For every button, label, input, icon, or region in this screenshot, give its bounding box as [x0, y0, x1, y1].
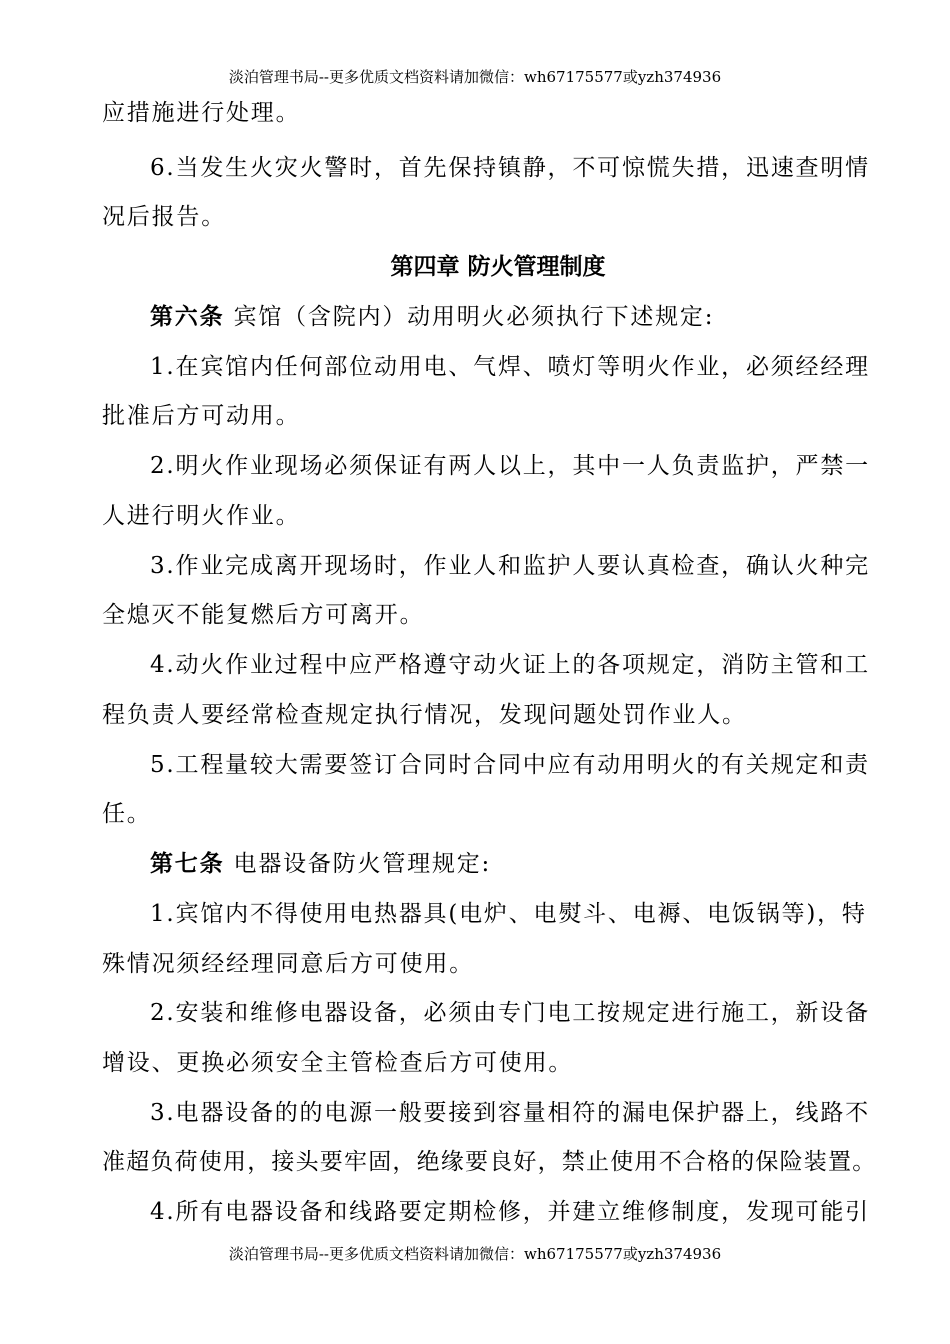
- paragraph-line: 批准后方可动用。: [102, 403, 301, 429]
- paragraph-line: 人进行明火作业。: [102, 503, 301, 529]
- paragraph-line: 4.动火作业过程中应严格遵守动火证上的各项规定，消防主管和工: [150, 652, 870, 678]
- article-seven-heading: 第七条: [150, 851, 225, 877]
- paragraph-line: 3.电器设备的的电源一般要接到容量相符的漏电保护器上，线路不: [150, 1100, 870, 1126]
- paragraph-line: 3.作业完成离开现场时，作业人和监护人要认真检查，确认火种完: [150, 553, 870, 579]
- paragraph-line: 增设、更换必须安全主管检查后方可使用。: [102, 1050, 574, 1076]
- article-six-heading: 第六条: [150, 304, 225, 330]
- article-six-line: [150, 300, 714, 334]
- paragraph-line: 5.工程量较大需要签订合同时合同中应有动用明火的有关规定和责: [150, 752, 870, 778]
- page-header: 淡泊管理书局--更多优质文档资料请加微信：wh67175577或yzh374936: [228, 68, 722, 86]
- page-footer: 淡泊管理书局--更多优质文档资料请加微信：wh67175577或yzh374936: [228, 1245, 722, 1263]
- paragraph-line: 1.宾馆内不得使用电热器具(电炉、电熨斗、电褥、电饭锅等)，特: [150, 901, 867, 927]
- article-seven-line: [150, 847, 491, 881]
- paragraph-line: 4.所有电器设备和线路要定期检修，并建立维修制度，发现可能引: [150, 1199, 870, 1225]
- article-seven-text: 电器设备防火管理规定:: [224, 851, 492, 877]
- paragraph-line: 6.当发生火灾火警时，首先保持镇静，不可惊慌失措，迅速查明情: [150, 155, 870, 181]
- paragraph-line: 程负责人要经常检查规定执行情况，发现问题处罚作业人。: [102, 702, 747, 728]
- paragraph-line: 任。: [102, 801, 152, 827]
- paragraph-line: 应措施进行处理。: [102, 100, 301, 126]
- paragraph-line: 2.安装和维修电器设备，必须由专门电工按规定进行施工，新设备: [150, 1000, 870, 1026]
- paragraph-line: 况后报告。: [102, 204, 226, 230]
- paragraph-line: 1.在宾馆内任何部位动用电、气焊、喷灯等明火作业，必须经经理: [150, 354, 870, 380]
- paragraph-line: 殊情况须经经理同意后方可使用。: [102, 951, 474, 977]
- paragraph-line: 准超负荷使用，接头要牢固，绝缘要良好，禁止使用不合格的保险装置。: [102, 1149, 877, 1175]
- paragraph-line: 全熄灭不能复燃后方可离开。: [102, 602, 425, 628]
- chapter-title: 第四章 防火管理制度: [390, 254, 606, 280]
- paragraph-line: 2.明火作业现场必须保证有两人以上，其中一人负责监护，严禁一: [150, 453, 870, 479]
- article-six-text: 宾馆（含院内）动用明火必须执行下述规定:: [224, 304, 715, 330]
